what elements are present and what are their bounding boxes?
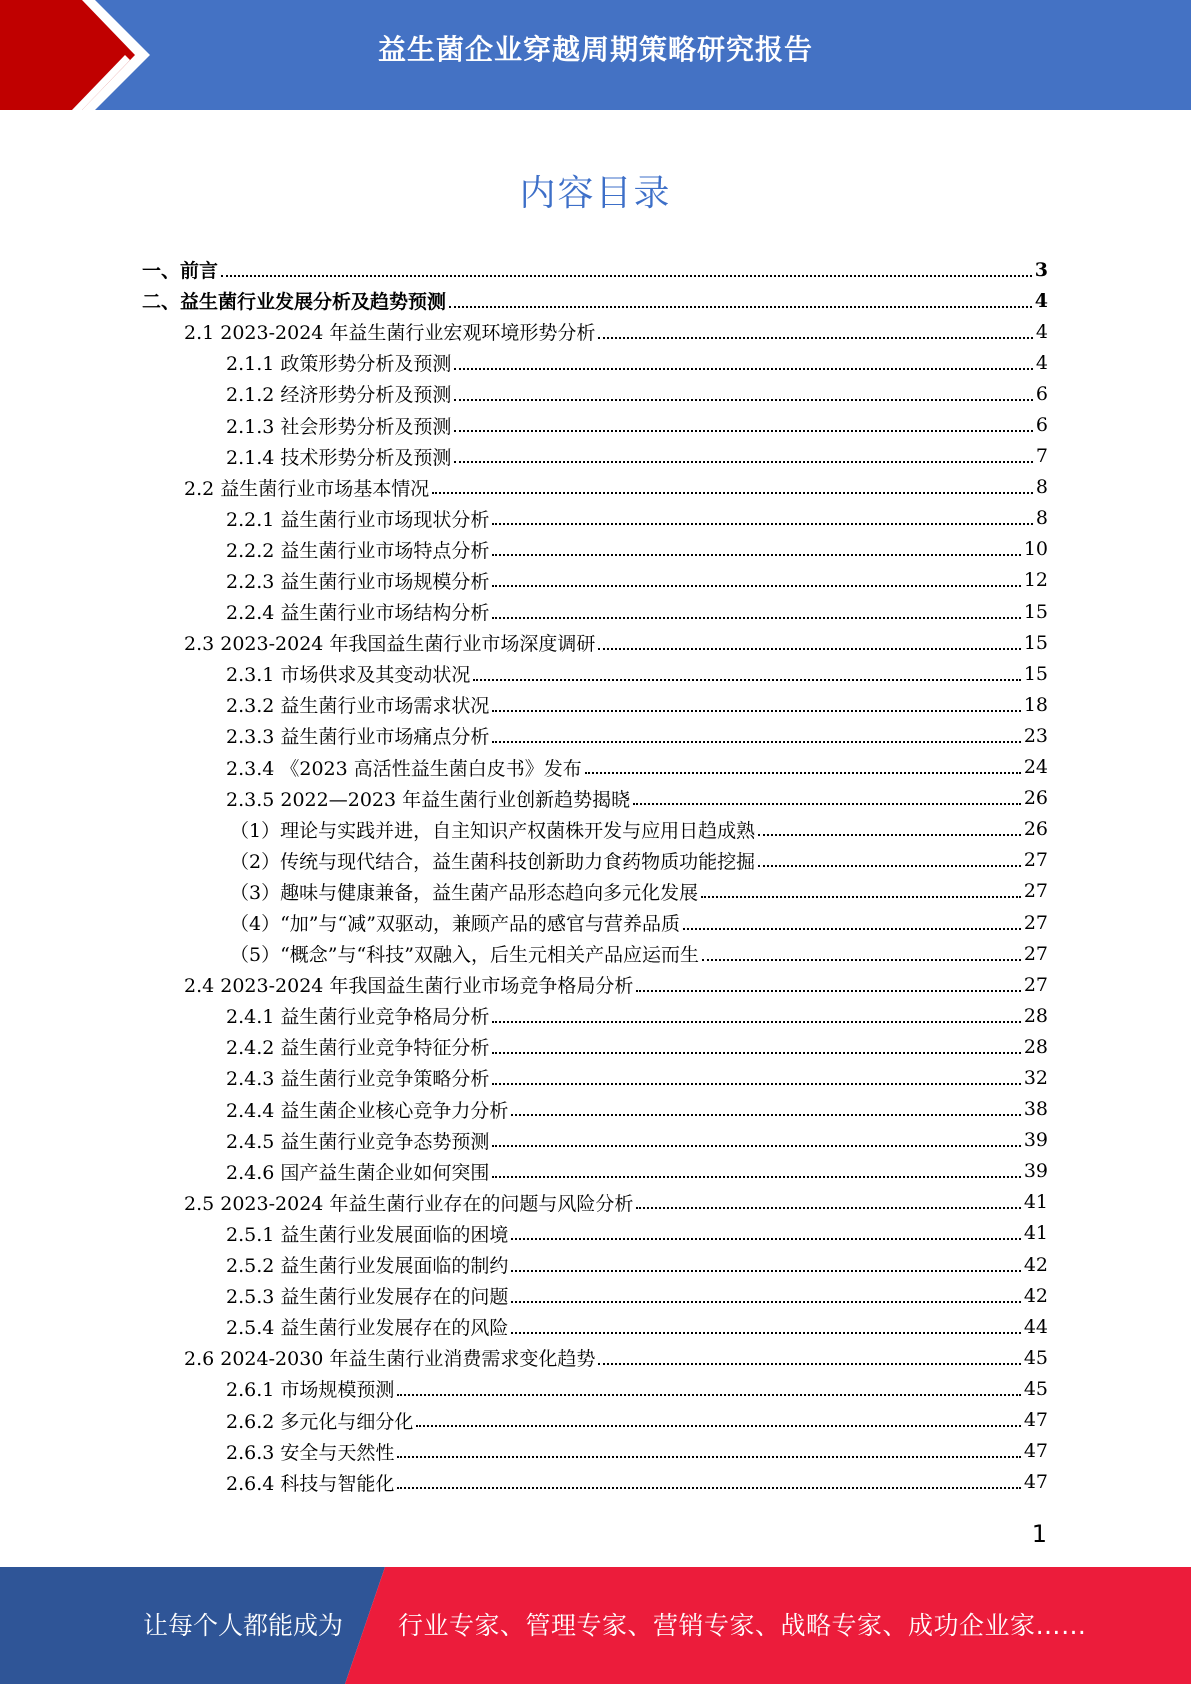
- toc-entry[interactable]: [142, 254, 1048, 285]
- toc-entry-label: （4）“加”与“减”双驱动，兼顾产品的感官与营养品质: [230, 913, 680, 936]
- toc-leader-dots: [492, 741, 1020, 743]
- toc-entry-page: 4: [1035, 320, 1048, 343]
- toc-entry-page: 45: [1023, 1377, 1048, 1400]
- toc-entry-page: 26: [1023, 818, 1048, 841]
- toc-entry-page: 44: [1023, 1315, 1048, 1338]
- page-footer: [0, 1567, 1191, 1684]
- toc-entry-label: 2.2.1 益生菌行业市场现状分析: [226, 508, 490, 531]
- toc-entry-label: 2.2.2 益生菌行业市场特点分析: [226, 539, 490, 562]
- toc-entry-page: 38: [1023, 1098, 1048, 1121]
- toc-entry[interactable]: [142, 1125, 1048, 1156]
- toc-entry[interactable]: [142, 441, 1048, 472]
- toc-entry-label: （3）趣味与健康兼备，益生菌产品形态趋向多元化发展: [230, 881, 699, 904]
- toc-entry-page: 12: [1023, 569, 1048, 592]
- toc-entry[interactable]: [142, 1031, 1048, 1062]
- toc-entry-page: 7: [1035, 445, 1048, 468]
- toc-leader-dots: [454, 399, 1033, 401]
- toc-leader-dots: [454, 368, 1033, 370]
- toc-leader-dots: [702, 959, 1021, 961]
- toc-entry[interactable]: [142, 1249, 1048, 1280]
- toc-entry[interactable]: [142, 658, 1048, 689]
- toc-entry-label: 2.4.1 益生菌行业竞争格局分析: [226, 1006, 490, 1029]
- toc-entry[interactable]: [142, 1311, 1048, 1342]
- toc-entry-label: 2.6.3 安全与天然性: [226, 1441, 395, 1464]
- toc-entry[interactable]: [142, 1000, 1048, 1031]
- toc-entry-page: 28: [1023, 1004, 1048, 1027]
- toc-entry[interactable]: [142, 938, 1048, 969]
- toc-leader-dots: [511, 1114, 1020, 1116]
- toc-leader-dots: [454, 430, 1033, 432]
- toc-entry[interactable]: [142, 876, 1048, 907]
- toc-entry[interactable]: [142, 316, 1048, 347]
- toc-entry-label: 2.3.1 市场供求及其变动状况: [226, 664, 471, 687]
- toc-entry[interactable]: [142, 627, 1048, 658]
- toc-entry-page: 8: [1035, 476, 1048, 499]
- toc-leader-dots: [492, 1176, 1020, 1178]
- toc-entry-page: 32: [1023, 1066, 1048, 1089]
- toc-leader-dots: [511, 1270, 1020, 1272]
- toc-entry-page: 41: [1023, 1222, 1048, 1245]
- toc-leader-dots: [492, 1083, 1020, 1085]
- toc-entry[interactable]: [142, 720, 1048, 751]
- toc-entry-label: 2.2.4 益生菌行业市场结构分析: [226, 602, 490, 625]
- toc-entry[interactable]: [142, 752, 1048, 783]
- toc-entry[interactable]: [142, 347, 1048, 378]
- toc-entry-page: 8: [1035, 507, 1048, 530]
- toc-leader-dots: [758, 834, 1021, 836]
- toc-leader-dots: [598, 648, 1020, 650]
- toc-leader-dots: [492, 710, 1020, 712]
- toc-entry-label: 2.5 2023-2024 年益生菌行业存在的问题与风险分析: [184, 1192, 634, 1215]
- toc-entry-label: 2.4.3 益生菌行业竞争策略分析: [226, 1068, 490, 1091]
- toc-entry-label: （2）传统与现代结合，益生菌科技创新助力食药物质功能挖掘: [230, 850, 756, 873]
- toc-entry-label: 二、益生菌行业发展分析及趋势预测: [142, 291, 447, 314]
- toc-entry[interactable]: [142, 1373, 1048, 1404]
- toc-leader-dots: [511, 1301, 1020, 1303]
- toc-entry-page: 6: [1035, 382, 1048, 405]
- toc-entry-page: 27: [1023, 973, 1048, 996]
- footer-slogan-right: 行业专家、管理专家、营销专家、战略专家、成功企业家……: [398, 1611, 1087, 1640]
- toc-entry[interactable]: [142, 1062, 1048, 1093]
- toc-entry-label: 2.5.3 益生菌行业发展存在的问题: [226, 1286, 509, 1309]
- toc-leader-dots: [473, 679, 1020, 681]
- toc-entry-page: 28: [1023, 1035, 1048, 1058]
- footer-slogan-left: 让每个人都能成为: [143, 1611, 344, 1640]
- toc-entry-label: 2.5.4 益生菌行业发展存在的风险: [226, 1317, 509, 1340]
- toc-leader-dots: [397, 1394, 1020, 1396]
- toc-leader-dots: [492, 1021, 1020, 1023]
- toc-entry-page: 18: [1023, 693, 1048, 716]
- toc-entry-label: 2.3.3 益生菌行业市场痛点分析: [226, 726, 490, 749]
- toc-entry[interactable]: [142, 285, 1048, 316]
- toc-entry-page: 47: [1023, 1440, 1048, 1463]
- toc-entry-page: 47: [1023, 1409, 1048, 1432]
- toc-entry-label: 2.3.2 益生菌行业市场需求状况: [226, 695, 490, 718]
- toc-entry-label: 2.6 2024-2030 年益生菌行业消费需求变化趋势: [184, 1348, 596, 1371]
- toc-leader-dots: [585, 772, 1021, 774]
- toc-entry-label: 2.4.6 国产益生菌企业如何突围: [226, 1161, 490, 1184]
- toc-leader-dots: [397, 1456, 1020, 1458]
- toc-entry-page: 26: [1023, 787, 1048, 810]
- toc-leader-dots: [432, 492, 1033, 494]
- toc-entry-page: 27: [1023, 880, 1048, 903]
- toc-entry-page: 41: [1023, 1191, 1048, 1214]
- toc-leader-dots: [397, 1487, 1020, 1489]
- toc-entry[interactable]: [142, 1404, 1048, 1435]
- toc-leader-dots: [598, 1363, 1020, 1365]
- toc-entry-page: 23: [1023, 724, 1048, 747]
- toc-entry-page: 39: [1023, 1160, 1048, 1183]
- toc-entry-label: 2.6.1 市场规模预测: [226, 1379, 395, 1402]
- toc-entry-label: 2.1 2023-2024 年益生菌行业宏观环境形势分析: [184, 322, 596, 345]
- toc-entry-label: （1）理论与实践并进，自主知识产权菌株开发与应用日趋成熟: [230, 819, 756, 842]
- toc-leader-dots: [511, 1332, 1020, 1334]
- toc-entry-label: 2.1.2 经济形势分析及预测: [226, 384, 452, 407]
- toc-entry-label: （5）“概念”与“科技”双融入，后生元相关产品应运而生: [230, 944, 699, 967]
- toc-entry-label: 2.1.3 社会形势分析及预测: [226, 415, 452, 438]
- toc-heading: 内容目录: [519, 173, 672, 214]
- report-title: 益生菌企业穿越周期策略研究报告: [377, 33, 813, 66]
- toc-entry-label: 2.2.3 益生菌行业市场规模分析: [226, 570, 490, 593]
- toc-leader-dots: [598, 337, 1032, 339]
- toc-leader-dots: [492, 523, 1033, 525]
- toc-entry-page: 15: [1023, 662, 1048, 685]
- toc-leader-dots: [701, 896, 1021, 898]
- toc-entry-label: 2.5.2 益生菌行业发展面临的制约: [226, 1255, 509, 1278]
- toc-leader-dots: [758, 865, 1021, 867]
- toc-entry[interactable]: [142, 783, 1048, 814]
- toc-entry[interactable]: [142, 534, 1048, 565]
- toc-entry[interactable]: [142, 503, 1048, 534]
- toc-entry-page: 42: [1023, 1284, 1048, 1307]
- toc-entry-label: 2.1.4 技术形势分析及预测: [226, 446, 452, 469]
- toc-entry-label: 2.3.5 2022—2023 年益生菌行业创新趋势揭晓: [226, 788, 631, 811]
- toc-entry-label: 2.4 2023-2024 年我国益生菌行业市场竞争格局分析: [184, 975, 634, 998]
- toc-entry-label: 2.5.1 益生菌行业发展面临的困境: [226, 1223, 509, 1246]
- toc-entry-page: 39: [1023, 1129, 1048, 1152]
- toc-entry-page: 42: [1023, 1253, 1048, 1276]
- toc-entry[interactable]: [142, 565, 1048, 596]
- toc-entry-page: 45: [1023, 1346, 1048, 1369]
- toc-entry-label: 2.6.2 多元化与细分化: [226, 1410, 414, 1433]
- page-header: [0, 0, 1191, 110]
- toc-leader-dots: [492, 554, 1020, 556]
- toc-leader-dots: [683, 928, 1021, 930]
- toc-leader-dots: [221, 275, 1032, 277]
- toc-entry[interactable]: [142, 1467, 1048, 1498]
- toc-entry[interactable]: [142, 409, 1048, 440]
- page-number: 1: [1031, 1520, 1047, 1548]
- toc-entry-label: 2.2 益生菌行业市场基本情况: [184, 477, 430, 500]
- toc-leader-dots: [492, 1145, 1020, 1147]
- toc-leader-dots: [454, 461, 1033, 463]
- toc-leader-dots: [449, 306, 1032, 308]
- toc-entry[interactable]: [142, 1187, 1048, 1218]
- toc-entry[interactable]: [142, 814, 1048, 845]
- toc-entry-page: 27: [1023, 849, 1048, 872]
- toc-entry-page: 4: [1035, 351, 1048, 374]
- toc-leader-dots: [636, 1207, 1020, 1209]
- toc-entry[interactable]: [142, 1436, 1048, 1467]
- toc-entry-page: 27: [1023, 942, 1048, 965]
- toc-entry[interactable]: [142, 472, 1048, 503]
- table-of-contents: [142, 254, 1048, 1498]
- toc-entry[interactable]: [142, 1280, 1048, 1311]
- toc-entry-page: 3: [1034, 258, 1048, 281]
- toc-leader-dots: [492, 585, 1020, 587]
- toc-entry-page: 15: [1023, 631, 1048, 654]
- toc-entry[interactable]: [142, 907, 1048, 938]
- toc-leader-dots: [416, 1425, 1020, 1427]
- toc-entry[interactable]: [142, 969, 1048, 1000]
- toc-entry-page: 10: [1023, 538, 1048, 561]
- toc-entry-label: 2.4.4 益生菌企业核心竞争力分析: [226, 1099, 509, 1122]
- toc-entry[interactable]: [142, 1342, 1048, 1373]
- toc-entry-page: 15: [1023, 600, 1048, 623]
- toc-entry-page: 24: [1023, 756, 1048, 779]
- toc-entry[interactable]: [142, 689, 1048, 720]
- toc-leader-dots: [633, 803, 1021, 805]
- toc-entry-page: 6: [1035, 414, 1048, 437]
- toc-entry-label: 2.4.2 益生菌行业竞争特征分析: [226, 1037, 490, 1060]
- toc-leader-dots: [511, 1238, 1020, 1240]
- toc-entry-label: 2.6.4 科技与智能化: [226, 1472, 395, 1495]
- toc-entry-label: 2.3.4 《2023 高活性益生菌白皮书》发布: [226, 757, 582, 780]
- toc-entry-page: 27: [1023, 911, 1048, 934]
- toc-entry-label: 2.1.1 政策形势分析及预测: [226, 353, 452, 376]
- toc-leader-dots: [492, 617, 1020, 619]
- toc-entry-label: 一、前言: [142, 260, 219, 283]
- toc-entry-label: 2.4.5 益生菌行业竞争态势预测: [226, 1130, 490, 1153]
- toc-entry[interactable]: [142, 1094, 1048, 1125]
- toc-entry[interactable]: [142, 845, 1048, 876]
- toc-entry[interactable]: [142, 1218, 1048, 1249]
- toc-entry[interactable]: [142, 596, 1048, 627]
- toc-entry-page: 47: [1023, 1471, 1048, 1494]
- toc-entry-label: 2.3 2023-2024 年我国益生菌行业市场深度调研: [184, 633, 596, 656]
- toc-leader-dots: [636, 990, 1020, 992]
- toc-entry[interactable]: [142, 378, 1048, 409]
- toc-leader-dots: [492, 1052, 1020, 1054]
- toc-entry-page: 4: [1034, 289, 1048, 312]
- toc-entry[interactable]: [142, 1156, 1048, 1187]
